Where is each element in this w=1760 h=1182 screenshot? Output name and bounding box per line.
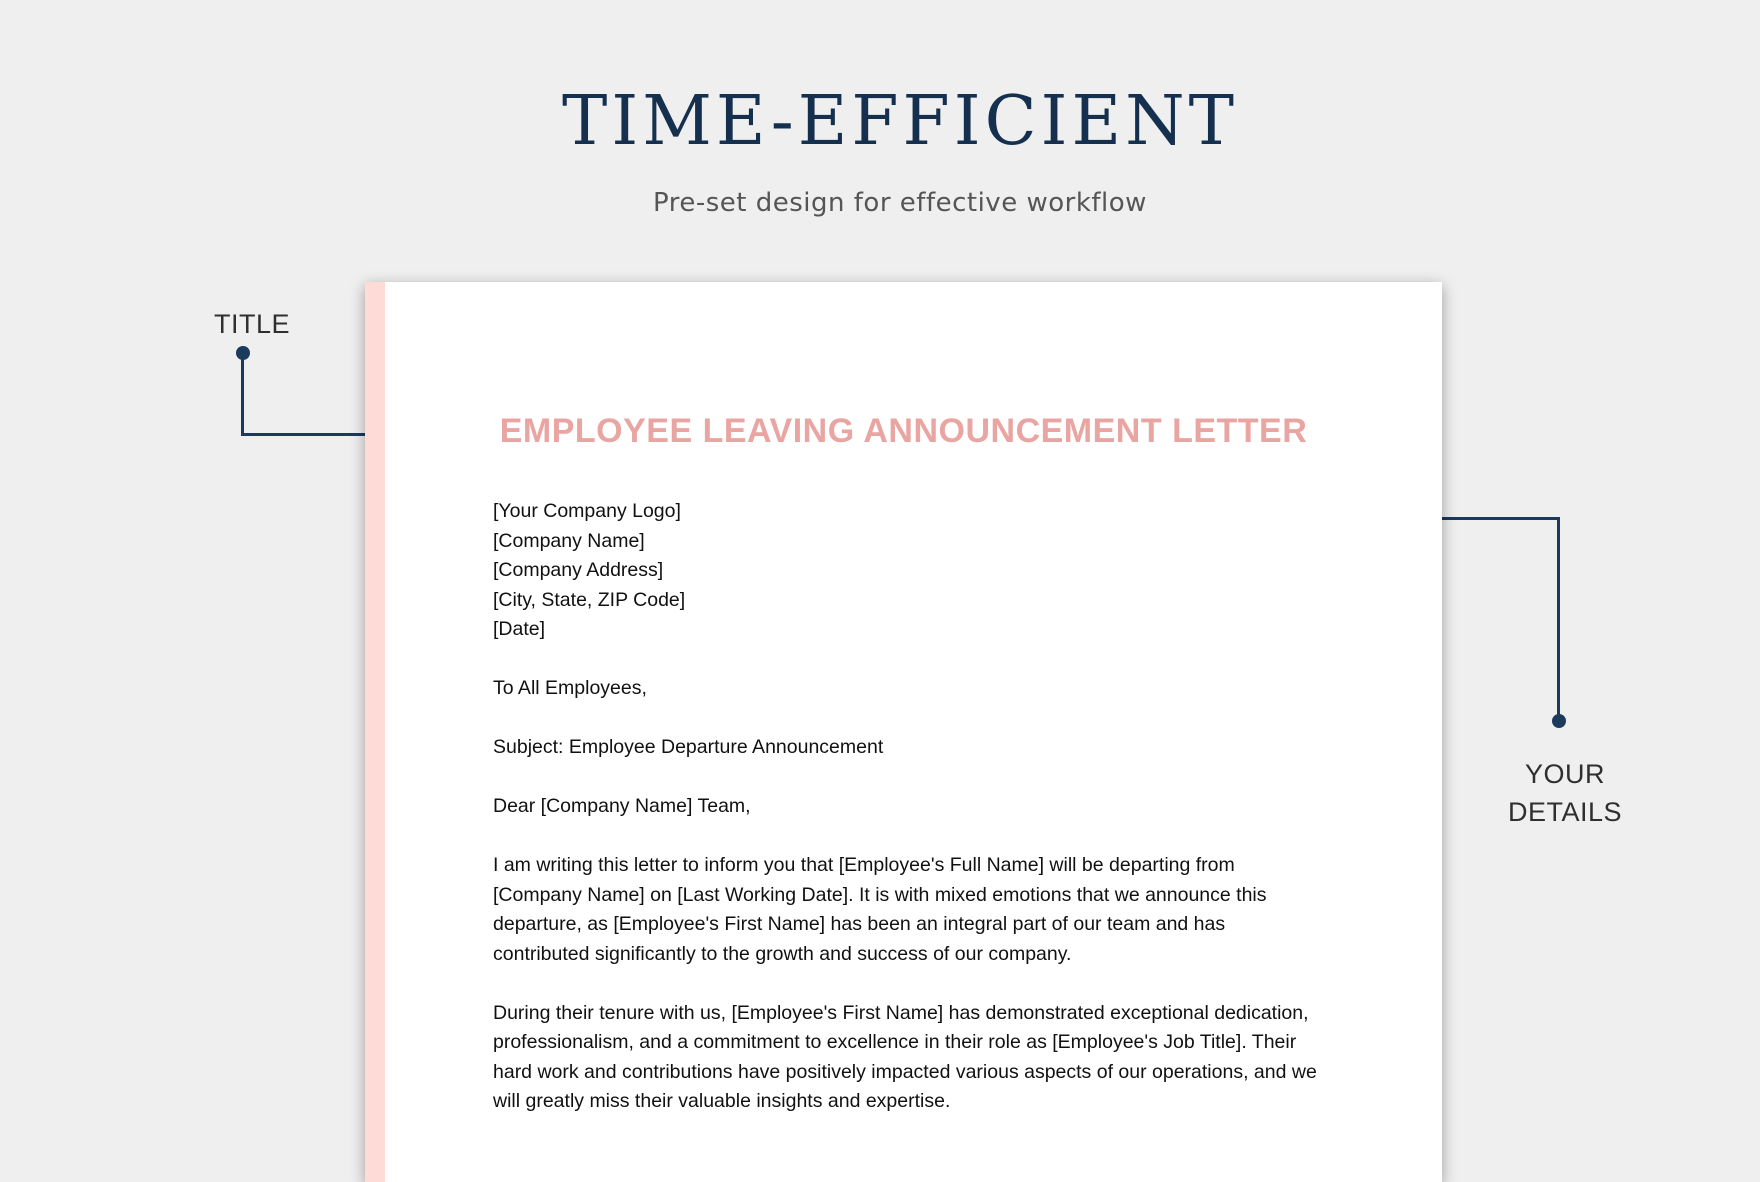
details-label-line1: YOUR bbox=[1524, 759, 1605, 789]
letter-date: [Date] bbox=[493, 618, 546, 640]
letter-paragraph-2: During their tenure with us, [Employee's First Name] has demonstrated exceptional dedication, professionalism, and a commitment to excellence in their role as [Employee's Job Title]. Their hard work and contributions have positively impacted various aspects of our operations, and we will greatly miss their valuable insights and expertise. bbox=[493, 1001, 1317, 1112]
letter-subject: Subject: Employee Departure Announcement bbox=[493, 736, 884, 758]
sender-company-logo: [Your Company Logo] bbox=[493, 500, 681, 522]
details-connector-dot bbox=[1552, 714, 1566, 728]
details-label-line2: DETAILS bbox=[1507, 797, 1623, 827]
letter-salutation: Dear [Company Name] Team, bbox=[493, 795, 751, 817]
letter-body bbox=[493, 497, 1323, 1117]
hero-title: TIME-EFFICIENT bbox=[562, 82, 1238, 161]
sender-company-address: [Company Address] bbox=[493, 559, 664, 581]
sender-city-state-zip: [City, State, ZIP Code] bbox=[493, 588, 686, 611]
details-connector-vertical bbox=[1557, 517, 1560, 719]
letter-recipient: To All Employees, bbox=[493, 677, 647, 699]
sender-company-name: [Company Name] bbox=[493, 529, 645, 552]
letter-title: EMPLOYEE LEAVING ANNOUNCEMENT LETTER bbox=[499, 412, 1308, 450]
letter-page bbox=[365, 282, 1442, 1182]
details-annotation-label bbox=[1500, 755, 1630, 831]
title-annotation-label: TITLE bbox=[214, 309, 291, 339]
title-connector-vertical bbox=[241, 352, 244, 436]
letter-paragraph-1: I am writing this letter to inform you that [Employee's Full Name] will be departing from [Company Name] on [Last Working Date]. It is with mixed emotions that we announce this departure, as [Employee's First Name] has been an integral part of our team and has contributed significantly to the growth and success of our company. bbox=[493, 854, 1267, 965]
hero-subtitle: Pre-set design for effective workflow bbox=[653, 188, 1147, 218]
